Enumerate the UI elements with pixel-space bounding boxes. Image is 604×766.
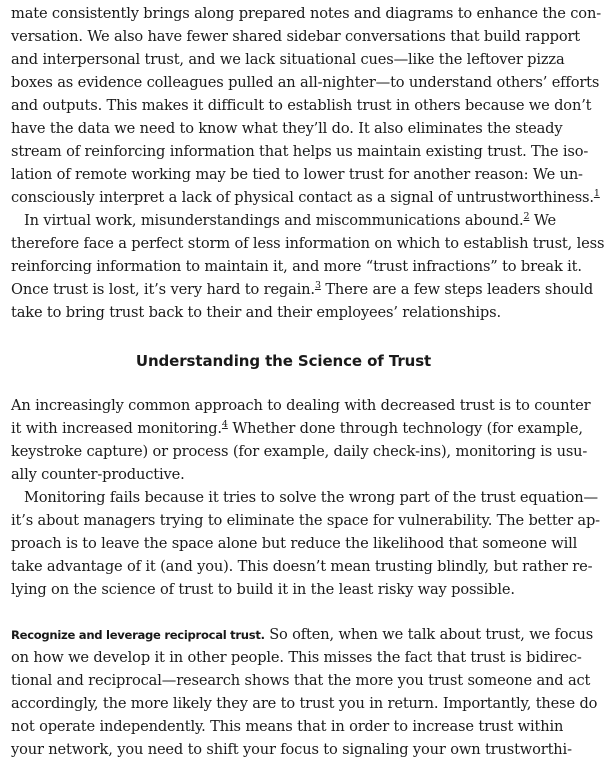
text-line: not operate independently. This means that in order to increase trust within [11,718,564,735]
text-line: reinforcing information to maintain it, and more “trust infractions” to break it. [11,258,582,275]
document-page [11,2,604,761]
text-fragment: Whether done through technology (for example, [227,420,583,437]
text-line [11,278,594,301]
footnote-ref-3[interactable]: 3 [314,280,321,291]
text-line: versation. We also have fewer shared sidebar conversations that build rapport [11,28,581,45]
text-line: and interpersonal trust, and we lack situational cues—like the leftover pizza [11,51,565,68]
text-fragment: it with increased monitoring. [11,420,222,437]
paragraph-spacer [11,601,556,623]
text-line [11,417,583,440]
text-line: Monitoring fails because it tries to solve the wrong part of the trust equation— [24,489,598,506]
text-line: accordingly, the more likely they are to trust you in return. Importantly, these do [11,695,598,712]
text-fragment: There are a few steps leaders should [320,281,594,298]
text-line: have the data we need to know what they’ll do. It also eliminates the steady [11,120,563,137]
text-line: keystroke capture) or process (for example, daily check-ins), monitoring is usu- [11,443,588,460]
text-line: boxes as evidence colleagues pulled an all-nighter—to understand others’ efforts [11,74,600,91]
text-line: An increasingly common approach to dealing with decreased trust is to counter [11,397,591,414]
text-line [11,623,594,646]
paragraph-monitoring-fails [11,486,600,601]
text-line: it’s about managers trying to eliminate the space for vulnerability. The better ap- [11,512,600,529]
paragraph-monitoring [11,394,591,486]
paragraph-virtual-work [11,209,604,324]
text-line: lation of remote working may be tied to lower trust for another reason: We un- [11,166,583,183]
text-line: lying on the science of trust to build it in the least risky way possible. [11,581,515,598]
text-line: ally counter-productive. [11,466,185,483]
text-line: proach is to leave the space alone but reduce the likelihood that someone will [11,535,578,552]
text-line [11,209,556,232]
section-heading: Understanding the Science of Trust [135,352,432,370]
text-fragment: consciously interpret a lack of physical contact as a signal of untrustworthiness. [11,189,594,206]
footnote-ref-1[interactable]: 1 [593,188,600,199]
text-fragment: So often, when we talk about trust, we focus [264,626,594,643]
text-line: tional and reciprocal—research shows that the more you trust someone and act [11,672,591,689]
paragraph-remote-trust [11,2,601,209]
footnote-ref-4[interactable]: 4 [221,419,228,430]
paragraph-reciprocal-trust [11,623,598,761]
text-line: stream of reinforcing information that helps us maintain existing trust. The iso- [11,143,589,160]
text-line: therefore face a perfect storm of less information on which to establish trust, less [11,235,604,252]
text-line: your network, you need to shift your focus to signaling your own trustworthi- [11,741,572,758]
text-fragment: We [529,212,556,229]
text-fragment: Once trust is lost, it’s very hard to regain. [11,281,315,298]
text-line: take advantage of it (and you). This doesn’t mean trusting blindly, but rather re- [11,558,593,575]
text-line: take to bring trust back to their and their employees’ relationships. [11,304,501,321]
text-line: mate consistently brings along prepared notes and diagrams to enhance the con- [11,5,601,22]
text-line: and outputs. This makes it difficult to establish trust in others because we don’t [11,97,592,114]
runin-heading: Recognize and leverage reciprocal trust. [11,628,265,642]
text-line: on how we develop it in other people. This misses the fact that trust is bidirec- [11,649,582,666]
text-fragment: In virtual work, misunderstandings and miscommunications abound. [24,212,524,229]
footnote-ref-2[interactable]: 2 [523,211,530,222]
text-line [11,186,600,209]
